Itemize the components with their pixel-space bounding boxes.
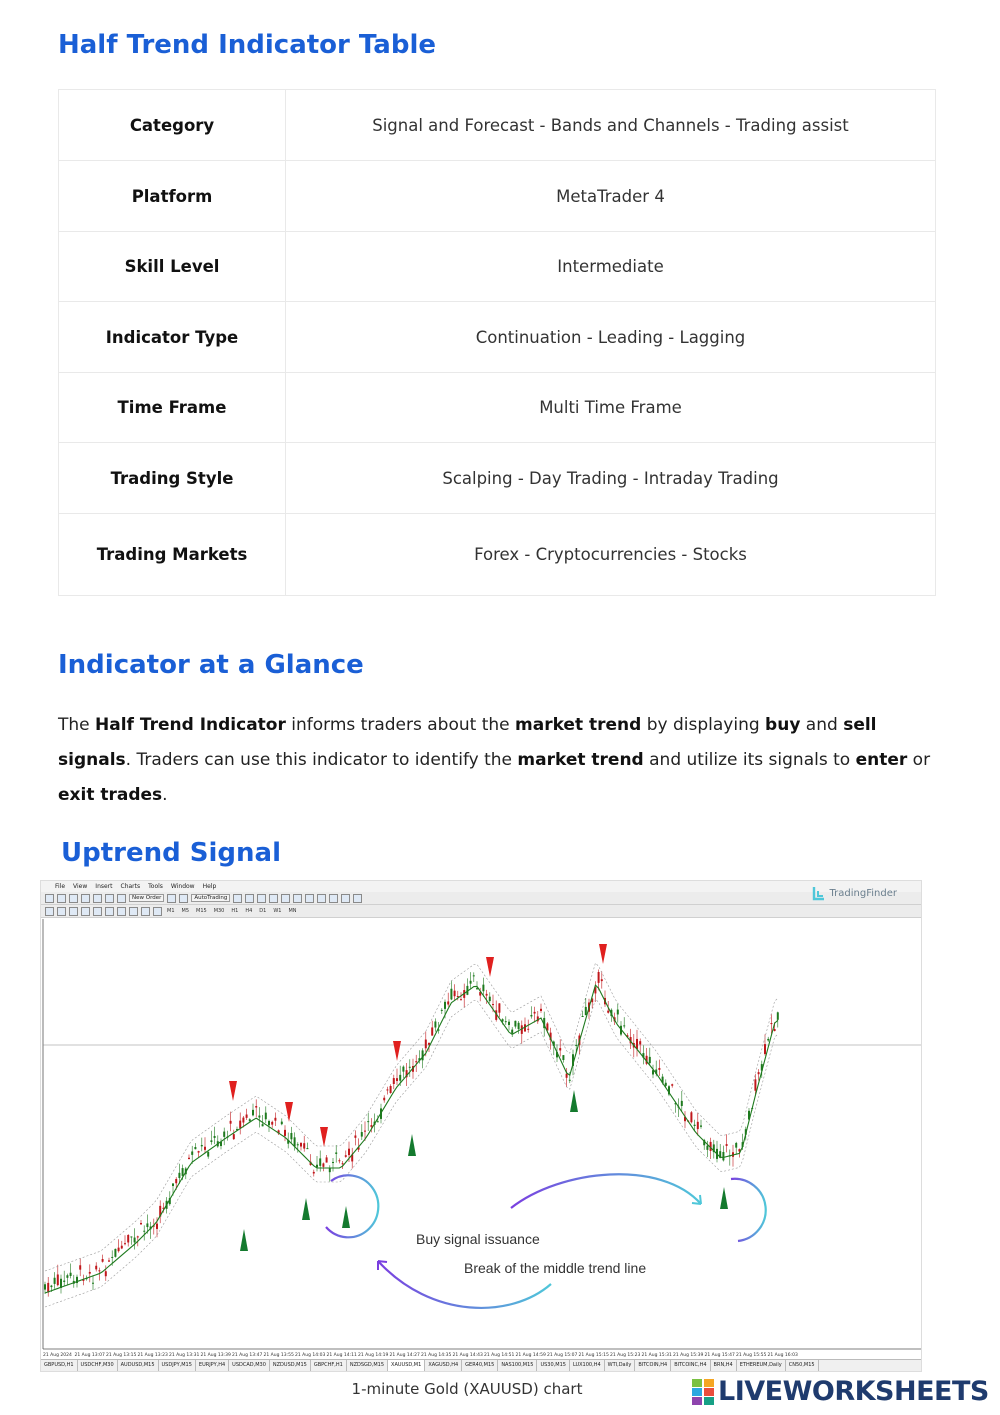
liveworksheets-logo-icon [692,1379,714,1405]
candle-body [492,1004,494,1005]
timeframe-m30[interactable]: M30 [213,908,225,914]
candle-body [338,1160,340,1161]
chart-tab[interactable]: GER40,M15 [462,1360,498,1372]
candle-body [242,1118,244,1123]
candle-body [313,1172,315,1174]
candle-body [425,1040,427,1049]
table-row [59,90,936,161]
menu-window[interactable]: Window [170,883,195,890]
candle-body [137,1236,139,1237]
candle-body [255,1106,257,1108]
timeframe-w1[interactable]: W1 [273,908,282,914]
candle-body [767,1039,769,1041]
chart-tab[interactable]: XAGUSD,H4 [425,1360,462,1372]
timeframe-m1[interactable]: M1 [167,908,175,914]
candle-body [143,1231,145,1232]
candle-body [345,1155,347,1157]
meta-editor-icon[interactable] [167,894,176,903]
candle-body [290,1133,292,1139]
candle-body [66,1275,68,1278]
new-order-button[interactable]: New Order [129,894,164,902]
candle-body [585,1007,587,1015]
candle-body [63,1281,65,1282]
chart-tab[interactable]: NZDUSD,M15 [270,1360,311,1372]
candle-body [409,1067,411,1068]
chart-tab[interactable]: AUDUSD,M15 [118,1360,159,1372]
time-axis-label: 21 Aug 14:35 [421,1353,452,1358]
fibonacci-icon[interactable] [117,907,126,916]
section-title-uptrend: Uptrend Signal [61,838,281,868]
candle-body [175,1179,177,1183]
candle-body [89,1272,91,1274]
timeframe-h1[interactable]: H1 [231,908,239,914]
candle-body [210,1140,212,1142]
label-icon[interactable] [141,907,150,916]
candle-body [562,1055,564,1060]
candle-body [121,1246,123,1249]
chart-shift-icon[interactable] [305,894,314,903]
candle-body [377,1121,379,1122]
table-value: Continuation - Leading - Lagging [286,302,936,373]
candle-body [268,1121,270,1125]
market-watch-icon[interactable] [69,894,78,903]
time-axis-label: 21 Aug 14:43 [452,1353,483,1358]
candle-body [54,1278,56,1284]
menu-view[interactable]: View [73,883,88,890]
time-axis-label: 21 Aug 13:31 [169,1353,200,1358]
navigator-icon[interactable] [93,894,102,903]
indicators-icon[interactable] [329,894,338,903]
timeframe-m15[interactable]: M15 [196,908,207,914]
candle-body [188,1158,190,1159]
candle-body [332,1162,334,1163]
table-row [59,373,936,443]
candle-body [770,1023,772,1024]
time-axis-label: 21 Aug 15:31 [641,1353,672,1358]
candle-body [105,1271,107,1276]
table-value: Forex - Cryptocurrencies - Stocks [286,514,936,596]
timeframe-m5[interactable]: M5 [181,908,189,914]
table-key: Category [59,90,286,161]
candle-body [566,1074,568,1078]
candle-body [434,1021,436,1027]
candle-body [223,1132,225,1137]
candle-body [454,991,456,997]
time-axis-label: 21 Aug 15:55 [736,1353,767,1358]
chart-tab[interactable]: EURJPY,H4 [196,1360,229,1372]
candle-body [134,1238,136,1243]
candle-body [489,997,491,1001]
timeframe-mn[interactable]: MN [288,908,297,914]
candle-body [102,1259,104,1262]
arrows-icon[interactable] [153,907,162,916]
new-chart-icon[interactable] [45,894,54,903]
autoscroll-icon[interactable] [317,894,326,903]
candle-body [527,1029,529,1030]
candle-body [441,1010,443,1011]
candle-body [754,1079,756,1090]
chart-tab[interactable]: GBPUSD,H1 [41,1360,78,1372]
candle-body [396,1078,398,1081]
candle-body [540,1009,542,1011]
candle-body [207,1152,209,1157]
time-axis-label: 21 Aug 13:07 [74,1353,105,1358]
time-axis-label: 21 Aug 13:55 [263,1353,294,1358]
candle-body [383,1098,385,1101]
time-axis-label: 21 Aug 13:15 [106,1353,137,1358]
candle-body [191,1151,193,1154]
candle-body [44,1284,46,1289]
candle-body [447,1001,449,1004]
candle-body [111,1257,113,1258]
bar-chart-icon[interactable] [233,894,242,903]
menu-help[interactable]: Help [202,883,217,890]
candle-body [431,1027,433,1035]
candle-body [402,1067,404,1072]
glance-paragraph: The Half Trend Indicator informs traders about the market trend by displaying buy and sell signals. Traders can use this indicator to identify the market trend and utilize its signals to enter or exit trades. [58,715,931,805]
candle-body [92,1283,94,1284]
candle-body [639,1041,641,1044]
candle-body [50,1286,52,1287]
trendline-icon[interactable] [93,907,102,916]
table-row [59,514,936,596]
candle-body [284,1130,286,1136]
candle-body [306,1148,308,1149]
candle-body [681,1101,683,1106]
candle-body [354,1135,356,1137]
time-axis-label: 21 Aug 13:23 [137,1353,168,1358]
candle-body [690,1112,692,1122]
chart-tab[interactable]: NAS100,M15 [498,1360,537,1372]
candle-body [665,1083,667,1086]
indicator-table [58,89,936,596]
candle-body [722,1152,724,1160]
candle-body [582,1016,584,1017]
chart-tab[interactable]: USDCAD,M30 [229,1360,270,1372]
candle-body [386,1089,388,1090]
profiles-icon[interactable] [57,894,66,903]
timeframe-h4[interactable]: H4 [245,908,253,914]
candle-body [118,1248,120,1252]
candle-body [262,1124,264,1126]
candle-body [70,1273,72,1276]
candle-body [399,1075,401,1081]
time-axis-label: 21 Aug 14:59 [515,1353,546,1358]
candle-body [559,1048,561,1050]
candle-body [390,1086,392,1093]
candle-body [735,1143,737,1148]
candle-body [127,1235,129,1242]
table-value: Scalping - Day Trading - Intraday Trading [286,443,936,514]
candle-body [601,979,603,981]
channel-icon[interactable] [105,907,114,916]
candle-body [460,999,462,1000]
table-value: Signal and Forecast - Bands and Channels - Trading assist [286,90,936,161]
terminal-icon[interactable] [105,894,114,903]
chart-tab[interactable]: USDCHF,M30 [78,1360,118,1372]
candle-body [326,1157,328,1162]
chart-tab[interactable]: GBPCHF,H1 [311,1360,347,1372]
candle-body [473,975,475,976]
candle-body [706,1146,708,1150]
candle-body [370,1125,372,1127]
candle-body [607,1011,609,1013]
candle-body [508,1022,510,1025]
candle-body [274,1118,276,1121]
candle-body [95,1266,97,1270]
tradingfinder-logo [811,885,897,901]
chart-tab[interactable]: US30,M15 [537,1360,569,1372]
candle-body [239,1121,241,1129]
candle-body [249,1119,251,1121]
section-title-table: Half Trend Indicator Table [58,30,437,60]
table-row [59,232,936,302]
candle-body [124,1243,126,1244]
candle-body [575,1045,577,1046]
time-axis-label: 21 Aug 14:27 [389,1353,420,1358]
candle-body [514,1021,516,1027]
candle-body [758,1072,760,1074]
candle-body [658,1068,660,1070]
liveworksheets-text: LIVEWORKSHEETS [718,1376,989,1407]
chart-tab[interactable]: LUX100,H4 [570,1360,605,1372]
menu-bar [41,881,921,892]
table-key: Time Frame [59,373,286,443]
candle-body [457,996,459,997]
table-row [59,302,936,373]
time-axis-label: 21 Aug 15:15 [578,1353,609,1358]
time-axis-label: 21 Aug 16:03 [767,1353,798,1358]
text-icon[interactable] [129,907,138,916]
line-chart-icon[interactable] [257,894,266,903]
candle-body [303,1143,305,1148]
options-icon[interactable] [179,894,188,903]
time-axis-label: 21 Aug 14:19 [358,1353,389,1358]
candle-body [182,1168,184,1176]
candle-body [598,972,600,983]
time-axis-label: 21 Aug 14:11 [326,1353,357,1358]
time-axis-label: 21 Aug 15:23 [610,1353,641,1358]
candle-body [482,985,484,992]
candle-body [530,1015,532,1016]
menu-tools[interactable]: Tools [148,883,163,890]
time-axis-label: 21 Aug 2024 [43,1353,72,1358]
table-value: Multi Time Frame [286,373,936,443]
candle-body [79,1265,81,1269]
menu-insert[interactable]: Insert [95,883,113,890]
candle-body [140,1223,142,1224]
candle-body [764,1044,766,1054]
candle-body [156,1224,158,1229]
time-axis-label: 21 Aug 15:39 [673,1353,704,1358]
table-key: Skill Level [59,232,286,302]
time-axis-label: 21 Aug 14:03 [295,1353,326,1358]
candle-body [470,981,472,984]
candle-body [367,1121,369,1122]
candle-body [322,1163,324,1166]
chart-caption: 1-minute Gold (XAUUSD) chart [351,1380,583,1398]
chart-tab[interactable]: CN50,M15 [786,1360,819,1372]
chart-tab[interactable]: ETHEREUM,Daily [737,1360,786,1372]
section-title-glance: Indicator at a Glance [58,650,364,680]
time-axis-label: 21 Aug 13:39 [200,1353,231,1358]
candle-body [252,1110,254,1115]
candle-body [201,1145,203,1146]
candle-body [297,1144,299,1145]
candle-body [617,1010,619,1015]
zoom-in-icon[interactable] [269,894,278,903]
templates-icon[interactable] [353,894,362,903]
candle-chart-icon[interactable] [245,894,254,903]
candle-body [114,1249,116,1257]
candle-body [518,1023,520,1029]
time-axis-label: 21 Aug 14:51 [484,1353,515,1358]
tile-windows-icon[interactable] [293,894,302,903]
candle-body [335,1152,337,1153]
vertical-line-icon[interactable] [69,907,78,916]
candle-body [98,1270,100,1271]
candle-body [204,1147,206,1150]
table-row [59,161,936,232]
time-axis-label: 21 Aug 15:07 [547,1353,578,1358]
tradingfinder-logo-text: TradingFinder [829,887,897,899]
candle-body [319,1158,321,1165]
candle-body [194,1147,196,1149]
candle-body [361,1132,363,1137]
data-window-icon[interactable] [81,894,90,903]
menu-file[interactable]: File [55,883,66,890]
table-value: MetaTrader 4 [286,161,936,232]
time-axis-label: 21 Aug 15:47 [704,1353,735,1358]
candle-body [393,1078,395,1084]
candle-body [569,1080,571,1081]
candle-body [694,1125,696,1126]
candle-body [511,1030,513,1034]
candle-body [623,1025,625,1026]
chart-tab[interactable]: XAUUSD,M1 [388,1360,425,1372]
candle-body [364,1131,366,1132]
chart-tabs [41,1359,921,1372]
crosshair-icon[interactable] [57,907,66,916]
candle-body [726,1144,728,1146]
candle-body [198,1151,200,1152]
candle-body [649,1057,651,1063]
candle-body [130,1236,132,1237]
candle-body [498,1003,500,1012]
candle-body [271,1122,273,1125]
toolbar-drawing [41,905,921,918]
candle-body [178,1173,180,1178]
cursor-icon[interactable] [45,907,54,916]
candle-body [348,1149,350,1155]
candle-body [444,1002,446,1009]
candle-body [294,1137,296,1146]
candle-body [265,1113,267,1120]
candle-body [57,1274,59,1285]
candle-body [505,1021,507,1022]
time-axis [43,1352,798,1358]
periods-icon[interactable] [341,894,350,903]
candle-body [342,1163,344,1164]
candle-body [281,1122,283,1125]
tradingfinder-logo-icon [811,885,827,901]
annotation-trend-break: Break of the middle trend line [464,1260,647,1276]
candle-body [108,1260,110,1261]
candle-body [774,1029,776,1031]
price-chart[interactable] [41,919,921,1359]
candle-body [233,1134,235,1139]
table-row [59,443,936,514]
candle-body [700,1125,702,1126]
menu-charts[interactable]: Charts [120,883,141,890]
auto-trading-button[interactable]: AutoTrading [191,894,230,902]
liveworksheets-watermark [692,1376,989,1407]
table-value: Intermediate [286,232,936,302]
candle-body [146,1223,148,1227]
timeframe-d1[interactable]: D1 [259,908,267,914]
candle-body [671,1084,673,1085]
toolbar-main [41,892,921,905]
chart-tab[interactable]: BITCOINC,H4 [671,1360,710,1372]
candle-body [636,1039,638,1049]
candle-body [300,1143,302,1147]
chart-tab[interactable]: USDJPY,M15 [159,1360,196,1372]
zoom-out-icon[interactable] [281,894,290,903]
candle-body [697,1122,699,1129]
candle-body [534,1012,536,1014]
candle-body [450,989,452,1000]
mt4-screenshot [40,880,922,1372]
time-axis-label: 21 Aug 13:47 [232,1353,263,1358]
candle-body [258,1116,260,1118]
candle-body [230,1121,232,1124]
candle-body [172,1183,174,1186]
horizontal-line-icon[interactable] [81,907,90,916]
chart-tab[interactable]: WTI,Daily [605,1360,636,1372]
table-key: Platform [59,161,286,232]
chart-tab[interactable]: NZDSGD,M15 [347,1360,388,1372]
chart-tab[interactable]: BRN,H4 [711,1360,737,1372]
candle-body [777,1012,779,1019]
candle-body [486,994,488,996]
candle-body [415,1061,417,1062]
table-key: Trading Style [59,443,286,514]
chart-tab[interactable]: BITCOIN,H4 [635,1360,671,1372]
tester-icon[interactable] [117,894,126,903]
table-key: Indicator Type [59,302,286,373]
candle-body [246,1115,248,1118]
candle-body [214,1136,216,1138]
table-key: Trading Markets [59,514,286,596]
annotation-buy-signal: Buy signal issuance [416,1231,540,1247]
